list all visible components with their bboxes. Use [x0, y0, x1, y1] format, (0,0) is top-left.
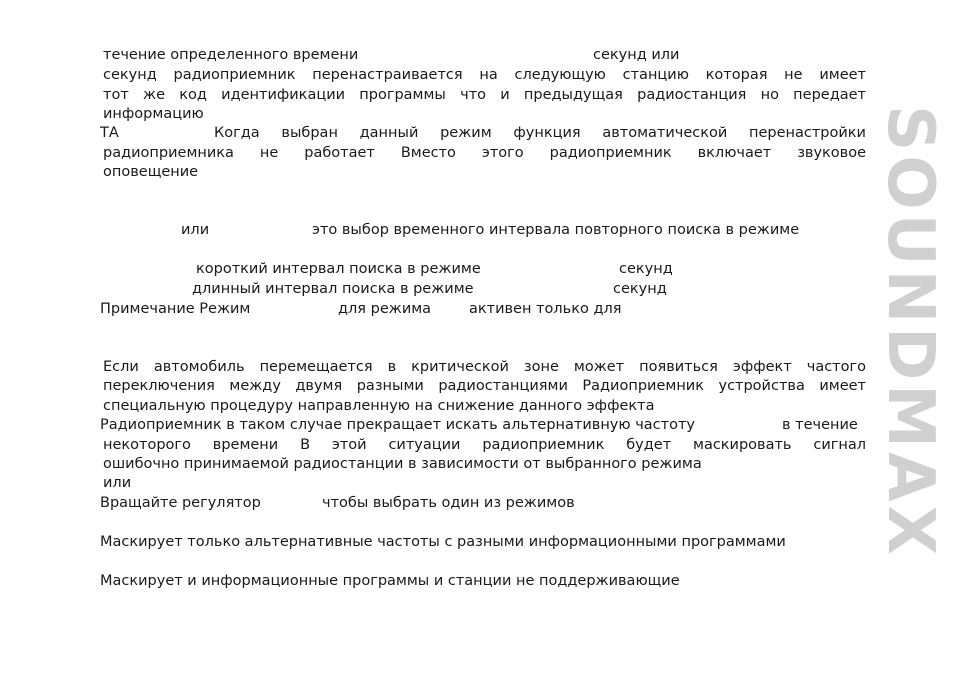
text-line: течение определенного времени — [103, 47, 359, 63]
logo-text: SOUNDMAX — [873, 105, 947, 559]
text-line: Маскирует только альтернативные частоты с разными информационными программами — [100, 534, 786, 550]
text-line: оповещение — [103, 164, 199, 180]
text-line: Вращайте регулятор — [100, 495, 261, 511]
text-line: тот же код идентификации программы что и предыдущая радиостанция но передает — [103, 87, 866, 103]
text-line: Маскирует и информационные программы и станции не поддерживающие — [100, 573, 680, 589]
text-line: ошибочно принимаемой радиостанции в зависимости от выбранного режима — [103, 456, 702, 472]
text-line: секунд — [613, 281, 667, 297]
text-line: короткий интервал поиска в режиме — [196, 261, 481, 277]
text-line: для режима — [338, 301, 432, 317]
text-line: чтобы выбрать один из режимов — [322, 495, 575, 511]
text-line: информацию — [103, 106, 204, 122]
text-line: секунд — [619, 261, 673, 277]
text-line: переключения между двумя разными радиостанциями Радиоприемник устройства имеет — [103, 378, 866, 394]
text-line: длинный интервал поиска в режиме — [192, 281, 474, 297]
soundmax-logo — [873, 38, 947, 626]
text-line: Если автомобиль перемещается в критической зоне может появиться эффект частого — [103, 359, 866, 375]
text-line: Примечание Режим — [100, 301, 251, 317]
text-line: специальную процедуру направленную на снижение данного эффекта — [103, 398, 655, 414]
text-line: или — [103, 475, 132, 491]
text-line: в течение — [782, 417, 858, 433]
text-line: радиоприемника не работает Вместо этого радиоприемник включает звуковое — [103, 145, 866, 161]
text-line: Радиоприемник в таком случае прекращает искать альтернативную частоту — [100, 417, 695, 433]
text-line: активен только для — [469, 301, 622, 317]
text-line: ТА — [100, 125, 119, 141]
text-line: секунд радиоприемник перенастраивается на следующую станцию которая не имеет — [103, 67, 866, 83]
text-line: некоторого времени В этой ситуации радиоприемник будет маскировать сигнал — [103, 437, 866, 453]
text-line: Когда выбран данный режим функция автоматической перенастройки — [214, 125, 866, 141]
text-line: это выбор временного интервала повторного поиска в режиме — [312, 222, 800, 238]
text-line: секунд или — [593, 47, 680, 63]
text-line: или — [181, 222, 210, 238]
